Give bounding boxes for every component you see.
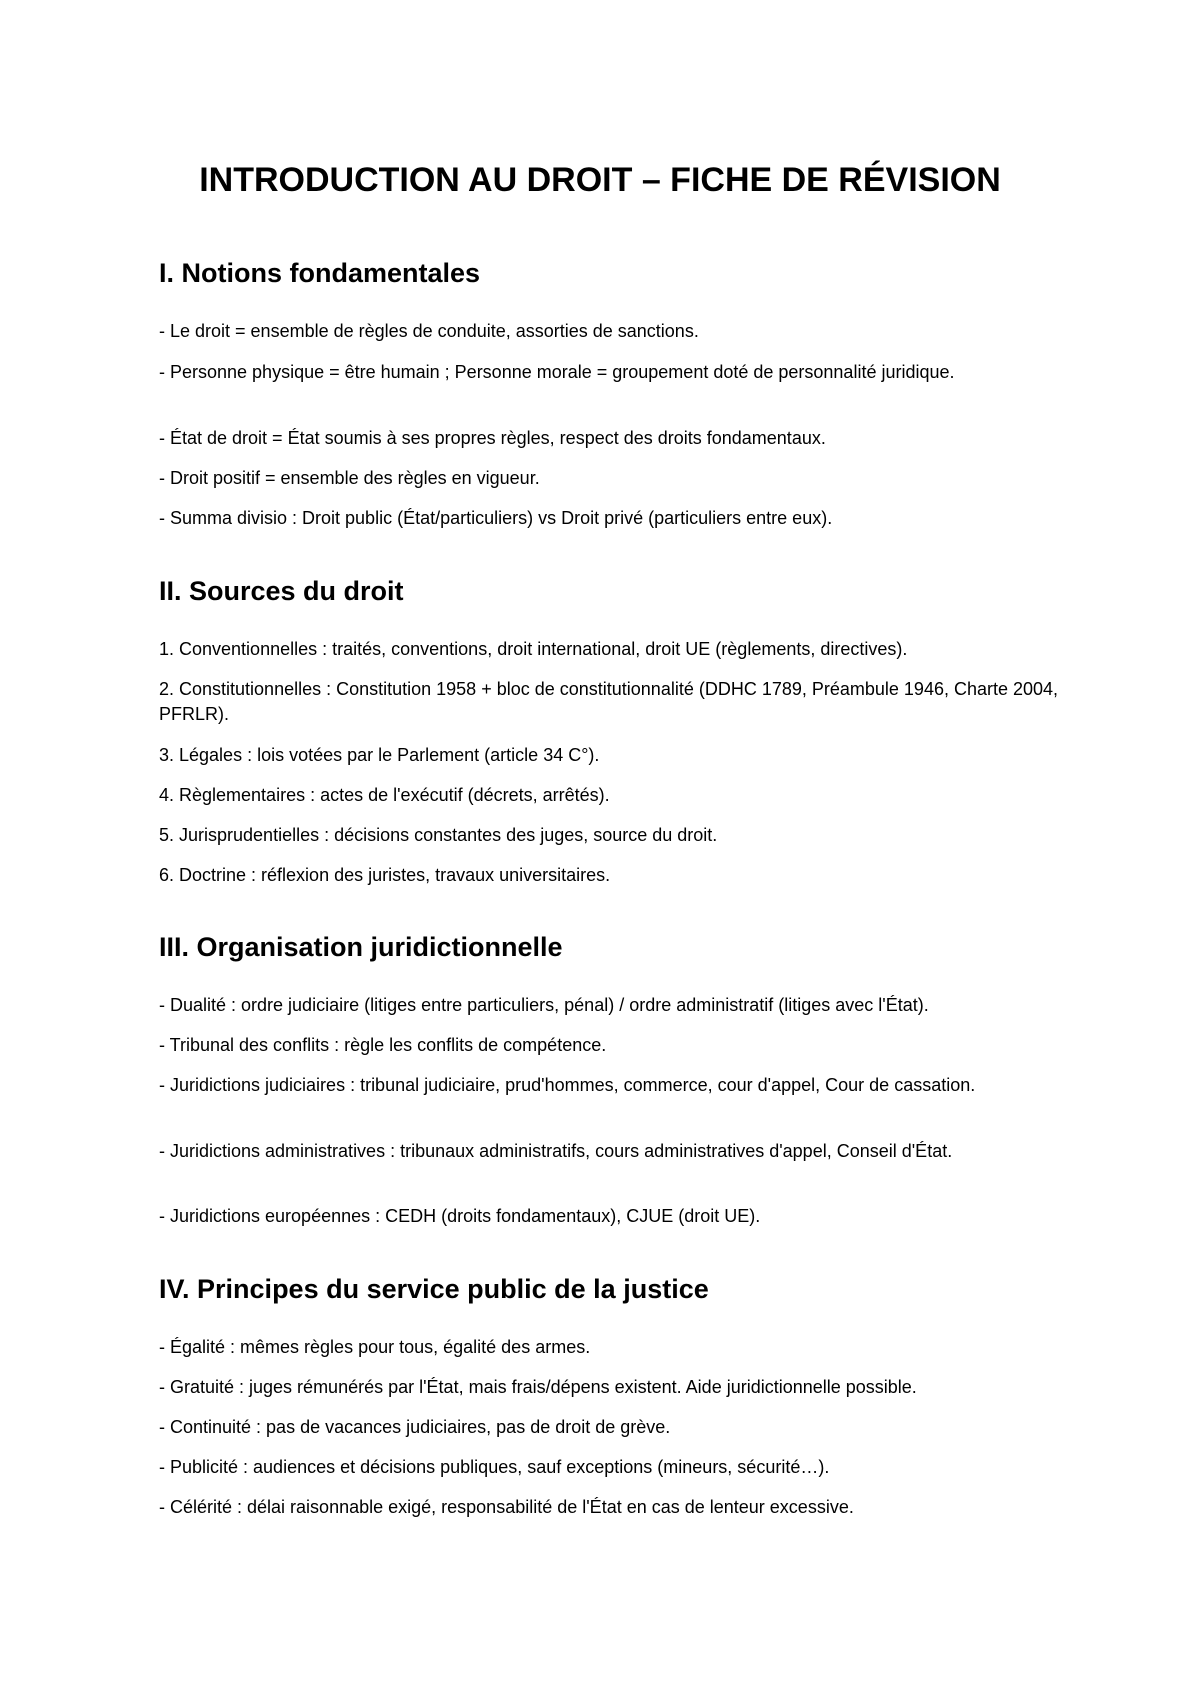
list-item: - État de droit = État soumis à ses propres règles, respect des droits fondamentaux. <box>159 428 826 448</box>
list-item: - Célérité : délai raisonnable exigé, responsabilité de l'État en cas de lenteur excessive. <box>159 1497 854 1517</box>
list-item: 4. Règlementaires : actes de l'exécutif (décrets, arrêtés). <box>159 785 610 805</box>
list-item: - Publicité : audiences et décisions publiques, sauf exceptions (mineurs, sécurité…). <box>159 1457 830 1477</box>
list-item: - Égalité : mêmes règles pour tous, égalité des armes. <box>159 1337 591 1357</box>
list-item: - Summa divisio : Droit public (État/particuliers) vs Droit privé (particuliers entre eux). <box>159 508 833 528</box>
list-item: - Tribunal des conflits : règle les conflits de compétence. <box>159 1035 607 1055</box>
list-item: - Juridictions européennes : CEDH (droits fondamentaux), CJUE (droit UE). <box>159 1206 761 1226</box>
section-heading-sources: II. Sources du droit <box>159 576 404 606</box>
section-heading-principes: IV. Principes du service public de la justice <box>159 1274 709 1304</box>
list-item: 1. Conventionnelles : traités, conventions, droit international, droit UE (règlements, directives). <box>159 639 908 659</box>
list-item: - Gratuité : juges rémunérés par l'État, mais frais/dépens existent. Aide juridictionnelle possible. <box>159 1377 917 1397</box>
list-item: - Personne physique = être humain ; Personne morale = groupement doté de personnalité juridique. <box>159 362 955 382</box>
list-item: - Juridictions administratives : tribunaux administratifs, cours administratives d'appel, Conseil d'État. <box>159 1141 953 1161</box>
list-item: - Droit positif = ensemble des règles en vigueur. <box>159 468 540 488</box>
list-item: - Dualité : ordre judiciaire (litiges entre particuliers, pénal) / ordre administratif (litiges avec l'État). <box>159 995 929 1015</box>
list-item: - Continuité : pas de vacances judiciaires, pas de droit de grève. <box>159 1417 671 1437</box>
list-item: 6. Doctrine : réflexion des juristes, travaux universitaires. <box>159 865 611 885</box>
list-item: 2. Constitutionnelles : Constitution 1958 + bloc de constitutionnalité (DDHC 1789, Préambule 1946, Charte 2004, PFRLR). <box>159 679 1059 724</box>
document-title: INTRODUCTION AU DROIT – FICHE DE RÉVISION <box>199 161 1001 199</box>
section-heading-organisation: III. Organisation juridictionnelle <box>159 932 563 962</box>
list-item: - Le droit = ensemble de règles de conduite, assorties de sanctions. <box>159 321 699 341</box>
list-item: - Juridictions judiciaires : tribunal judiciaire, prud'hommes, commerce, cour d'appel, Cour de cassation. <box>159 1075 976 1095</box>
list-item: 3. Légales : lois votées par le Parlement (article 34 C°). <box>159 745 600 765</box>
list-item: 5. Jurisprudentielles : décisions constantes des juges, source du droit. <box>159 825 718 845</box>
section-heading-notions: I. Notions fondamentales <box>159 258 481 288</box>
